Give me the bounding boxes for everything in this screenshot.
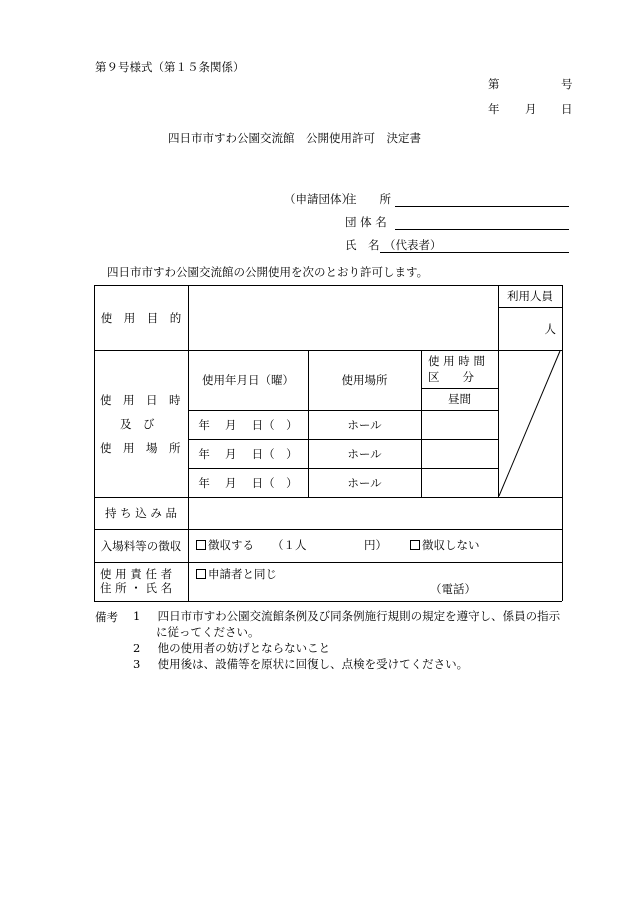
users-unit: 人 — [544, 321, 556, 336]
fee-no-collect-text: 徴収しない — [422, 538, 480, 552]
time-col-header-2: 区 分 — [428, 370, 474, 384]
row-1-place: ホール — [347, 417, 382, 432]
note-1 — [133, 609, 560, 625]
name-line — [380, 252, 569, 253]
date-col-header: 使用年月日（曜） — [202, 373, 294, 387]
address-label: 住 所 — [345, 192, 391, 206]
users-header: 利用人員 — [507, 289, 553, 303]
resp-same-text: 申請者と同じ — [208, 567, 277, 581]
fee-collect-option[interactable] — [196, 540, 254, 552]
diagonal-slash — [498, 350, 562, 497]
responsible-label-2: 住 所 ・ 氏 名 — [100, 581, 173, 595]
form-number: 第９号様式（第１５条関係） — [95, 60, 245, 74]
time-slot-daytime: 昼間 — [448, 392, 471, 406]
note-2 — [133, 641, 330, 657]
note-3-number: 3 — [133, 657, 141, 671]
fee-label: 入場料等の徴収 — [100, 538, 182, 553]
datetime-label-2: 及 び — [120, 417, 155, 431]
fee-detail: （１人 円） — [272, 538, 387, 552]
name-label: 氏 名 — [345, 238, 380, 252]
items-label: 持 ち 込 み 品 — [104, 506, 178, 520]
row-2-date: 年 月 日（ ） — [198, 446, 298, 461]
intro-text: 四日市市すわ公園交流館の公開使用を次のとおり許可します。 — [107, 265, 429, 279]
note-3 — [133, 657, 468, 673]
resp-phone: （電話） — [430, 582, 476, 596]
date-day: 日 — [561, 102, 573, 116]
note-3-text: 使用後は、設備等を原状に回復し、点検を受けてください。 — [157, 657, 469, 671]
responsible-label-1: 使 用 責 任 者 — [100, 567, 173, 581]
note-2-number: 2 — [133, 641, 141, 655]
notes-label: 備考 — [95, 610, 118, 624]
resp-same-option[interactable] — [196, 569, 277, 581]
fee-collect-checkbox[interactable] — [196, 540, 206, 550]
org-name-label: 団 体 名 — [345, 215, 387, 229]
address-line — [395, 206, 569, 207]
row-3-date: 年 月 日（ ） — [198, 475, 298, 490]
fee-no-collect-checkbox[interactable] — [410, 540, 420, 550]
row-3-place: ホール — [347, 475, 382, 490]
note-1-number: 1 — [133, 609, 141, 623]
row-1-date: 年 月 日（ ） — [198, 417, 298, 432]
note-1-continued: に従ってください。 — [156, 625, 260, 639]
row-2-place: ホール — [347, 446, 382, 461]
doc-number-go: 号 — [561, 77, 573, 91]
fee-no-collect-option[interactable] — [410, 540, 480, 552]
date-month: 月 — [525, 102, 537, 116]
doc-number-dai: 第 — [488, 77, 500, 91]
note-1-text: 四日市市すわ公園交流館条例及び同条例施行規則の規定を遵守し、係員の指示 — [157, 609, 561, 623]
place-col-header: 使用場所 — [341, 373, 388, 387]
note-2-text: 他の使用者の妨げとならないこと — [157, 641, 331, 655]
datetime-label-3: 使 用 場 所 — [100, 441, 181, 455]
purpose-label: 使 用 目 的 — [100, 310, 182, 325]
org-name-line — [395, 229, 569, 230]
fee-collect-text: 徴収する — [208, 538, 254, 552]
document-title: 四日市市すわ公園交流館 公開使用許可 決定書 — [168, 131, 421, 145]
date-year: 年 — [488, 102, 500, 116]
representative-label: （代表者） — [384, 238, 442, 252]
applicant-group-label: （申請団体） — [284, 192, 353, 206]
time-col-header-1: 使 用 時 間 — [428, 354, 485, 368]
datetime-label-1: 使 用 日 時 — [100, 393, 181, 407]
resp-same-checkbox[interactable] — [196, 569, 206, 579]
